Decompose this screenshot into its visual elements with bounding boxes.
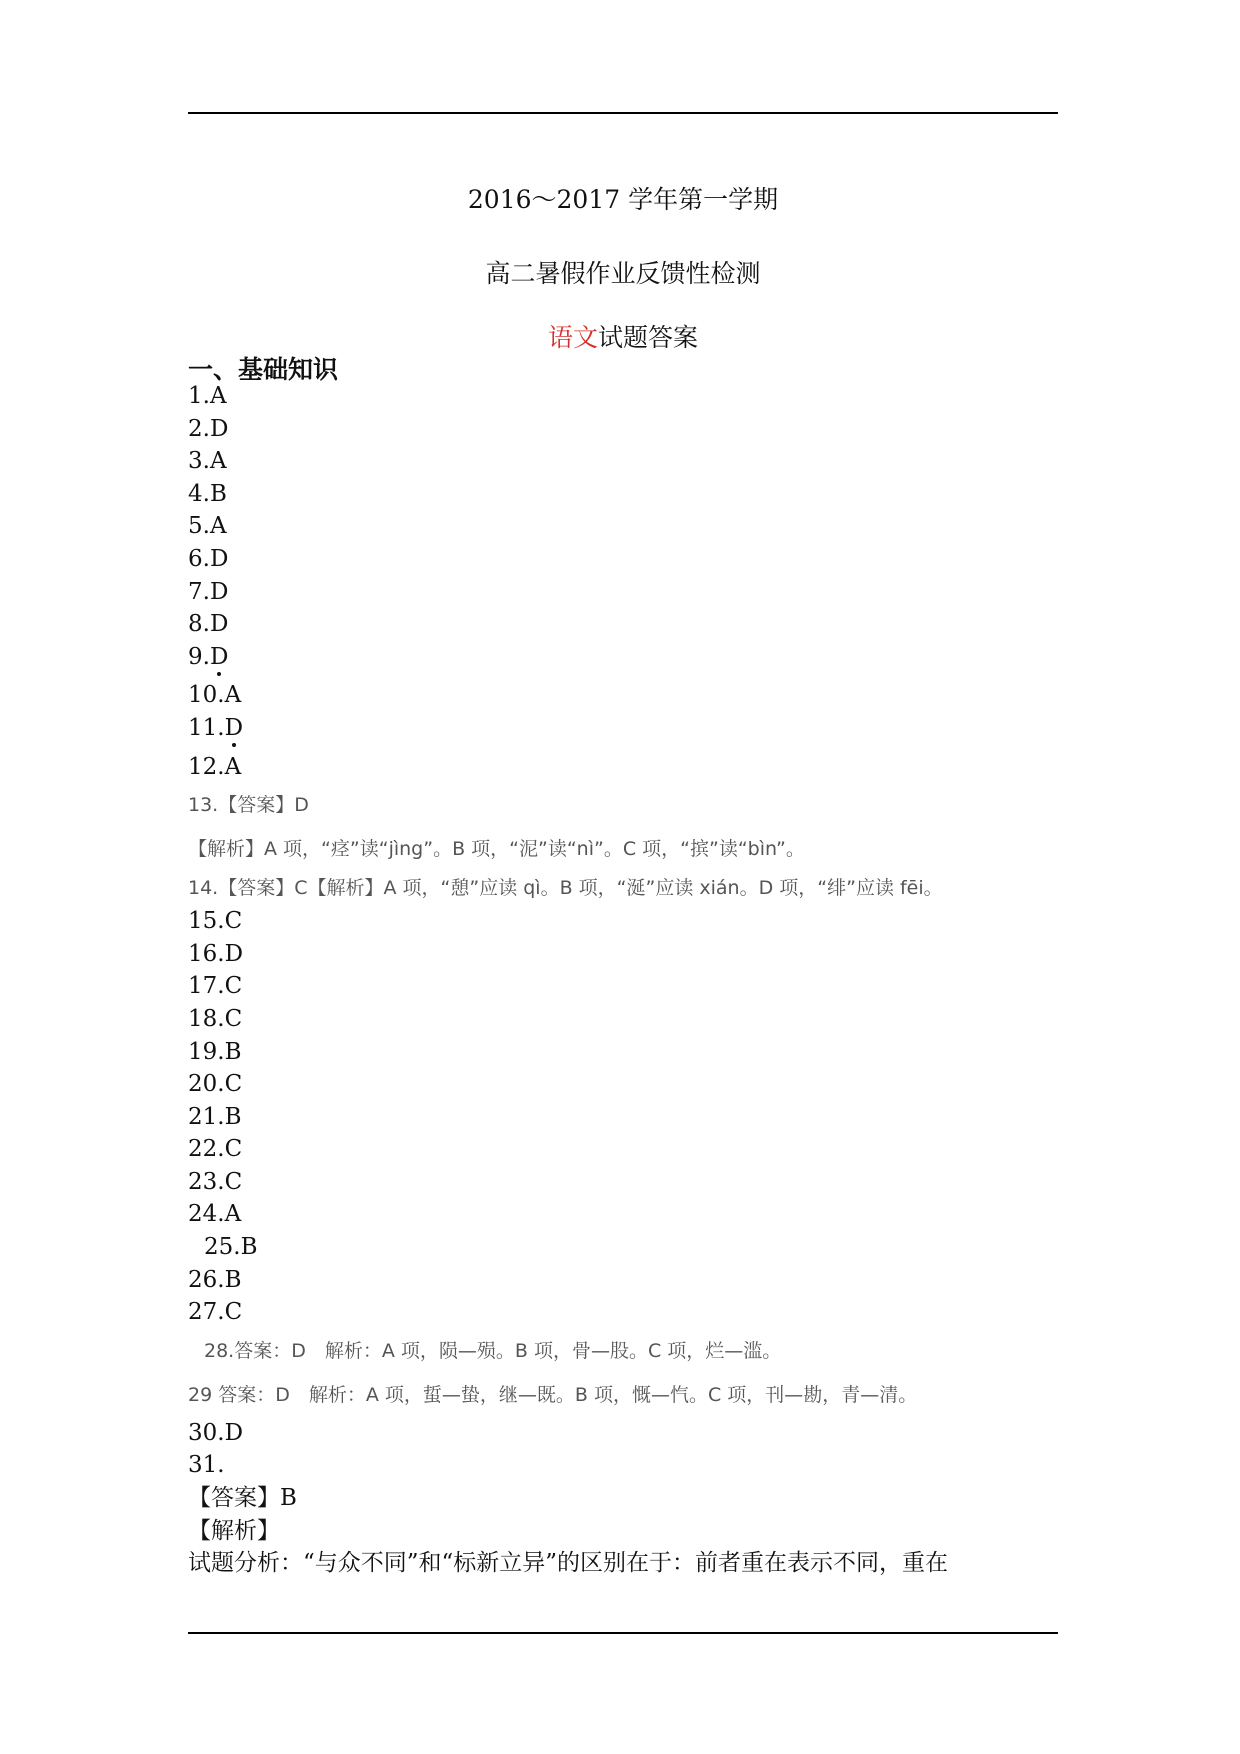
answer-item: 22.C [188,1136,243,1163]
q13-analysis: 【解析】A 项，“痉”读“jìng”。B 项，“泥”读“nì”。C 项，“摈”读“bìn”。 [188,838,805,861]
answer-item: 17.C [188,973,243,1000]
answer-item: 24.A [188,1201,242,1228]
answer-item: 16.D [188,940,244,967]
answer-item: 27.C [188,1299,243,1326]
answer-item: 20.C [188,1071,243,1098]
answer-number: 9. [188,643,210,670]
answer-item: 25.B [204,1234,258,1261]
answer-item-11 [188,712,1058,745]
answer-item: 10.A [188,682,242,709]
answer-item: 19.B [188,1038,242,1065]
answer-item: 12.A [188,753,242,780]
answer-letter: D [224,714,244,741]
answer-item: 4.B [188,480,227,507]
answer-item: 26.B [188,1266,242,1293]
subject-highlight: 语文 [547,323,598,352]
answer-item-9 [188,641,1058,674]
answer-list [188,380,1058,1580]
answer-item: 6.D [188,545,229,572]
q31-analysis-text: 试题分析：“与众不同”和“标新立异”的区别在于：前者重在表示不同，重在 [188,1550,949,1577]
answer-item: 30.D [188,1419,244,1446]
q29-answer-analysis: 29 答案：D 解析：A 项，蜇—蛰，继—既。B 项，慨—忾。C 项，刊—勘，青—清。 [188,1383,918,1406]
answer-item: 5.A [188,513,227,540]
section-heading: 一、基础知识 [188,355,339,384]
answer-item: 1.A [188,383,227,409]
answer-item: 18.C [188,1005,243,1032]
bottom-rule [188,1632,1058,1634]
q13-answer: 13.【答案】D [188,794,309,817]
answer-item: 31. [188,1452,225,1479]
answer-item: 15.C [188,908,243,935]
answer-item: 3.A [188,448,227,475]
top-rule [188,112,1058,114]
answer-letter: D [209,643,229,670]
answer-item: 2.D [188,415,229,442]
q28-answer-analysis: 28.答案：D 解析：A 项，陨—殒。B 项，骨—股。C 项，烂—滥。 [204,1339,782,1362]
subject-rest: 试题答案 [598,323,699,352]
answer-key-title [188,318,1058,354]
term-title: 2016～2017 学年第一学期 [467,185,779,214]
answer-item: 23.C [188,1168,243,1195]
answer-item: 21.B [188,1103,242,1130]
q31-analysis-label: 【解析】 [188,1517,280,1544]
answer-item: 7.D [188,578,229,605]
answer-item: 8.D [188,611,229,638]
answer-number: 11. [188,714,225,741]
q31-answer: 【答案】B [188,1485,297,1512]
q14-answer-analysis: 14.【答案】C【解析】A 项，“憩”应读 qì。B 项，“涎”应读 xián。D 项，“绯”应读 fēi。 [188,877,943,900]
exam-subtitle: 高二暑假作业反馈性检测 [485,259,761,288]
